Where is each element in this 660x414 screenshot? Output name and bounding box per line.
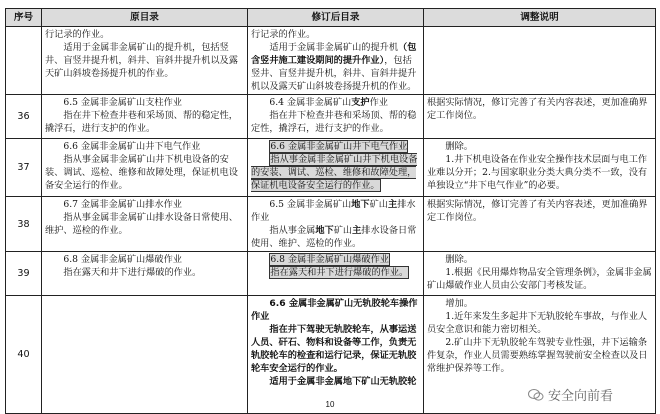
original-cell: 行记录的作业。 适用于金属非金属矿山的提升机，包括竖井、盲竖井提升机，斜井、盲斜井提升机以及露天矿山斜坡卷扬提升机的作业。 [42, 27, 248, 95]
deleted-text: 6.8 金属非金属矿山爆破作业 [270, 254, 389, 265]
row-no: 36 [6, 95, 42, 139]
header-original: 原目录 [42, 9, 248, 27]
table-row [6, 139, 656, 197]
notes-cell: 增加。 1.近年来发生多起井下无轨胶轮车事故，与作业人员安全意识和能力密切相关。 2.矿山井下无轨胶轮车驾驶专业性强，井下运输条件复杂，作业人员需要熟练掌握驾驶前安全检查以及日常维护保养等工作。 [424, 296, 656, 414]
table-row [6, 27, 656, 95]
deleted-text: 6.6 金属非金属矿山井下电气作业 [270, 141, 408, 152]
original-cell: 6.7 金属非金属矿山排水作业 指从事金属非金属矿山排水设备日常使用、维护、巡检的作业。 [42, 197, 248, 252]
catalog-comparison-table [5, 8, 656, 414]
row-no [6, 27, 42, 95]
original-cell: 6.6 金属非金属矿山井下电气作业 指从事金属非金属矿山井下机电设备的安装、调试、巡检、维修和故障处理，保证机电设备安全运行的作业。 [42, 139, 248, 197]
revised-cell: 6.6 金属非金属矿山无轨胶轮车操作作业 指在井下驾驶无轨胶轮车，从事运送人员、矸石、物料和设备等工作，负责无轨胶轮车的检查和运行记录，保证无轨胶轮车安全运行的作业。 适用于金属非金属地下矿山无轨胶轮 [248, 296, 424, 414]
revised-cell [248, 252, 424, 296]
table-header-row [6, 9, 656, 27]
notes-cell [424, 27, 656, 95]
revised-cell [248, 139, 424, 197]
revised-cell: 6.5 金属非金属矿山地下矿山主排水作业 指从事金属地下矿山主排水设备日常使用、维护、巡检的作业。 [248, 197, 424, 252]
watermark-text: 安全向前看 [548, 389, 614, 404]
table-row [6, 252, 656, 296]
original-cell: 6.8 金属非金属矿山爆破作业 指在露天和井下进行爆破的作业。 [42, 252, 248, 296]
header-notes: 调整说明 [424, 9, 656, 27]
table-row [6, 95, 656, 139]
original-cell [42, 296, 248, 414]
deleted-text: 指从事金属非金属矿山井下机电设备的安装、调试、巡检、维修和故障处理，保证机电设备安全运行的作业。 [251, 154, 418, 191]
notes-cell: 根据实际情况，修订完善了有关内容表述，更加准确界定工作岗位。 [424, 197, 656, 252]
table-row [6, 197, 656, 252]
revised-cell: 行记录的作业。 适用于金属非金属矿山的提升机（包含竖井施工建设期间的提升作业），包括竖井、盲竖井提升机，斜井、盲斜井提升机以及露天矿山斜坡卷扬提升机的作业。 [248, 27, 424, 95]
row-no: 37 [6, 139, 42, 197]
original-cell: 6.5 金属非金属矿山支柱作业 指在井下检查井巷和采场顶、帮的稳定性，撬浮石，进行支护的作业。 [42, 95, 248, 139]
notes-cell: 删除。 1.根据《民用爆炸物品安全管理条例》，金属非金属矿山爆破作业人员由公安部门考核发证。 [424, 252, 656, 296]
notes-cell: 根据实际情况，修订完善了有关内容表述，更加准确界定工作岗位。 [424, 95, 656, 139]
revised-cell: 6.4 金属非金属矿山支护作业 指在井下检查井巷和采场顶、帮的稳定性，撬浮石，进行支护的作业。 [248, 95, 424, 139]
header-revised: 修订后目录 [248, 9, 424, 27]
row-no: 38 [6, 197, 42, 252]
page-number: 10 [325, 400, 335, 409]
notes-cell: 删除。 1.井下机电设备在作业安全操作技术层面与电工作业难以分开；2.与国家职业分类大典分类不一致，没有单独设立“井下电气作业”的必要。 [424, 139, 656, 197]
deleted-text: 指在露天和井下进行爆破的作业。 [270, 267, 409, 278]
row-no: 39 [6, 252, 42, 296]
row-no: 40 [6, 296, 42, 414]
header-no: 序号 [6, 9, 42, 27]
